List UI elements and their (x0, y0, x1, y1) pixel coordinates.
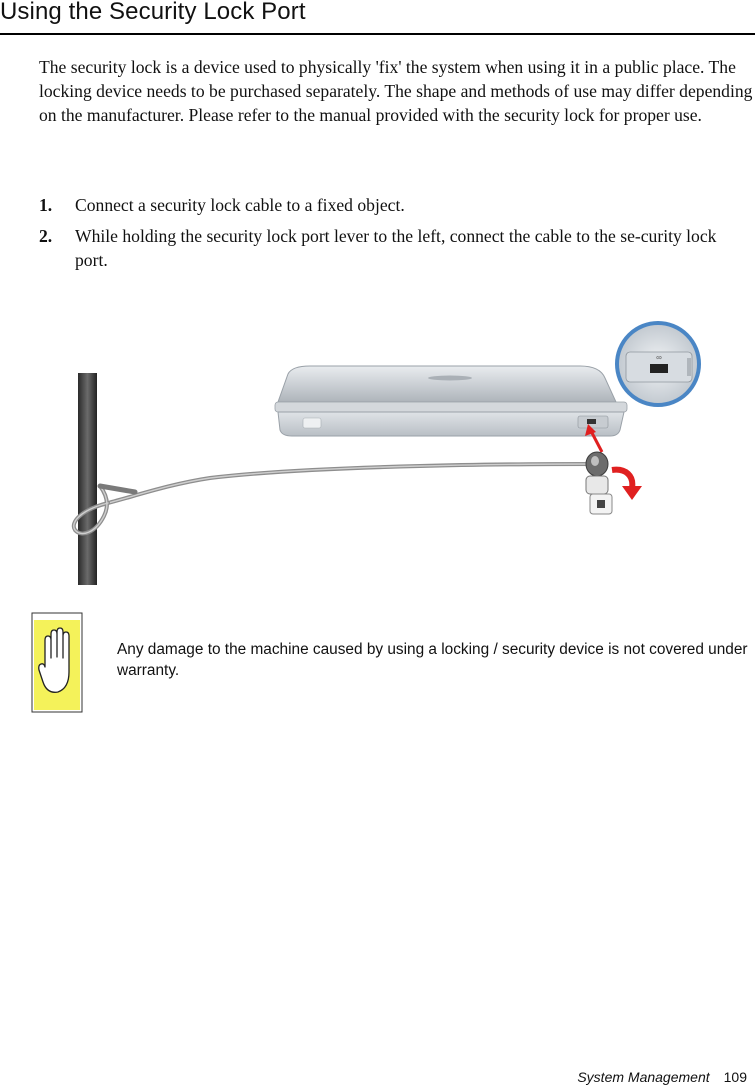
caution-hand-icon (31, 612, 83, 713)
step-number: 2. (39, 226, 53, 246)
step-number: 1. (39, 195, 53, 215)
warranty-note: Any damage to the machine caused by using a locking / security device is not covered under warranty. (117, 641, 748, 679)
title-rule (0, 33, 755, 35)
step-text: While holding the security lock port lever to the left, connect the cable to the se-curity lock port. (75, 226, 717, 270)
pole-icon (78, 373, 97, 585)
lock-port-zoom-icon (617, 323, 699, 405)
footer-section: System Management (577, 1069, 710, 1085)
step-text: Connect a security lock cable to a fixed object. (75, 195, 405, 215)
step-item (39, 224, 753, 272)
step-item (39, 193, 753, 217)
intro-paragraph: The security lock is a device used to physically 'fix' the system when using it in a public place. The locking device needs to be purchased separately. The shape and methods of use may differ depending on the manufacturer. Please refer to the manual provided with the security lock for proper use. (39, 57, 753, 125)
rotate-arrow-icon (612, 470, 642, 500)
lock-head-icon (586, 452, 612, 514)
page-footer (577, 1069, 747, 1085)
laptop-icon (275, 366, 627, 436)
steps-list (39, 193, 753, 279)
page-number: 109 (723, 1069, 747, 1085)
page-title: Using the Security Lock Port (0, 0, 306, 25)
svg-text:∞: ∞ (656, 353, 662, 362)
lock-cable-icon (74, 464, 600, 534)
security-lock-illustration (60, 318, 720, 590)
